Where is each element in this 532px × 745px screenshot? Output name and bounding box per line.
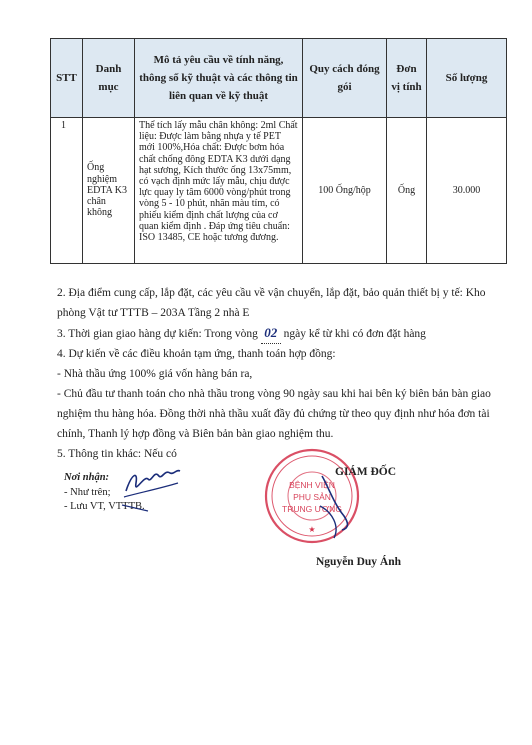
delivery-days-handwritten: 02 (261, 323, 281, 344)
director-title: GIÁM ĐỐC (335, 466, 397, 478)
payment-term-settlement: - Chủ đầu tư thanh toán cho nhà thầu trong vòng 90 ngày sau khi hai bên ký biên bản bàn giao nghiệm thu hàng hóa. Đồng thời nhà thầu xuất đầy đủ chứng từ theo quy định như hóa đơn tài chính, Thanh lý hợp đồng và Biên bản bàn giao nghiệm thu. (57, 388, 491, 440)
recipient-line: - Như trên; (64, 486, 111, 498)
header-quantity: Số lượng (427, 39, 507, 118)
other-info: 5. Thông tin khác: Nếu có (57, 448, 177, 460)
delivery-location: 2. Địa điểm cung cấp, lắp đặt, các yêu cầu về vận chuyển, lắp đặt, bảo quản thiết bị y tế: Kho phòng Vật tư TTTB – 203A Tầng 2 nhà E (57, 287, 486, 319)
cell-description: Thể tích lấy mẫu chân không: 2ml Chất liệu: Được làm bằng nhựa y tế PET mới 100%,Hóa chất: Được bơm hóa chất chống đông EDTA K3 dưới dạng hạt sương, Kích thước ống 13x75mm, có vạch định mức lấy mẫu, chịu được lực quay ly tâm 6000 vòng/phút trong vòng 5 - 10 phút, nhãn màu tím, có phiếu kiểm định chất lượng của cơ quan kiểm định . Đáp ứng tiêu chuẩn: ISO 13485, CE hoặc tương đương. (135, 118, 303, 264)
delivery-time-label: 3. Thời gian giao hàng dự kiến: Trong vòng (57, 328, 258, 340)
header-packaging: Quy cách đóng gói (303, 39, 387, 118)
cell-stt: 1 (51, 118, 83, 264)
payment-term-advance: - Nhà thầu ứng 100% giá vốn hàng bán ra, (57, 368, 253, 380)
header-description: Mô tả yêu cầu về tính năng, thông số kỹ thuật và các thông tin liên quan về kỹ thuật (135, 39, 303, 118)
cell-quantity: 30.000 (427, 118, 507, 264)
payment-terms-heading: 4. Dự kiến về các điều khoản tạm ứng, thanh toán hợp đồng: (57, 348, 336, 360)
initial-signature (118, 453, 188, 513)
hospital-seal (262, 446, 362, 546)
svg-text:PHỤ SẢN: PHỤ SẢN (293, 492, 331, 502)
spec-table (50, 38, 507, 264)
table-header-row (51, 39, 507, 118)
header-unit: Đơn vị tính (387, 39, 427, 118)
table-row (51, 118, 507, 264)
cell-category: Ống nghiệm EDTA K3 chân không (83, 118, 135, 264)
recipients-label: Nơi nhận: (64, 472, 110, 483)
svg-text:TRUNG ƯƠNG: TRUNG ƯƠNG (282, 504, 342, 514)
delivery-time-suffix: ngày kể từ khi có đơn đặt hàng (283, 328, 426, 340)
signer-name: Nguyễn Duy Ánh (316, 556, 401, 568)
recipient-line: - Lưu VT, VTTTB. (64, 501, 145, 512)
body-text (57, 283, 505, 464)
svg-text:★: ★ (308, 525, 316, 534)
header-stt: STT (51, 39, 83, 118)
delivery-time (57, 323, 505, 344)
header-category: Danh mục (83, 39, 135, 118)
cell-packaging: 100 Ống/hộp (303, 118, 387, 264)
svg-text:BỆNH VIỆN: BỆNH VIỆN (289, 480, 335, 490)
cell-unit: Ống (387, 118, 427, 264)
